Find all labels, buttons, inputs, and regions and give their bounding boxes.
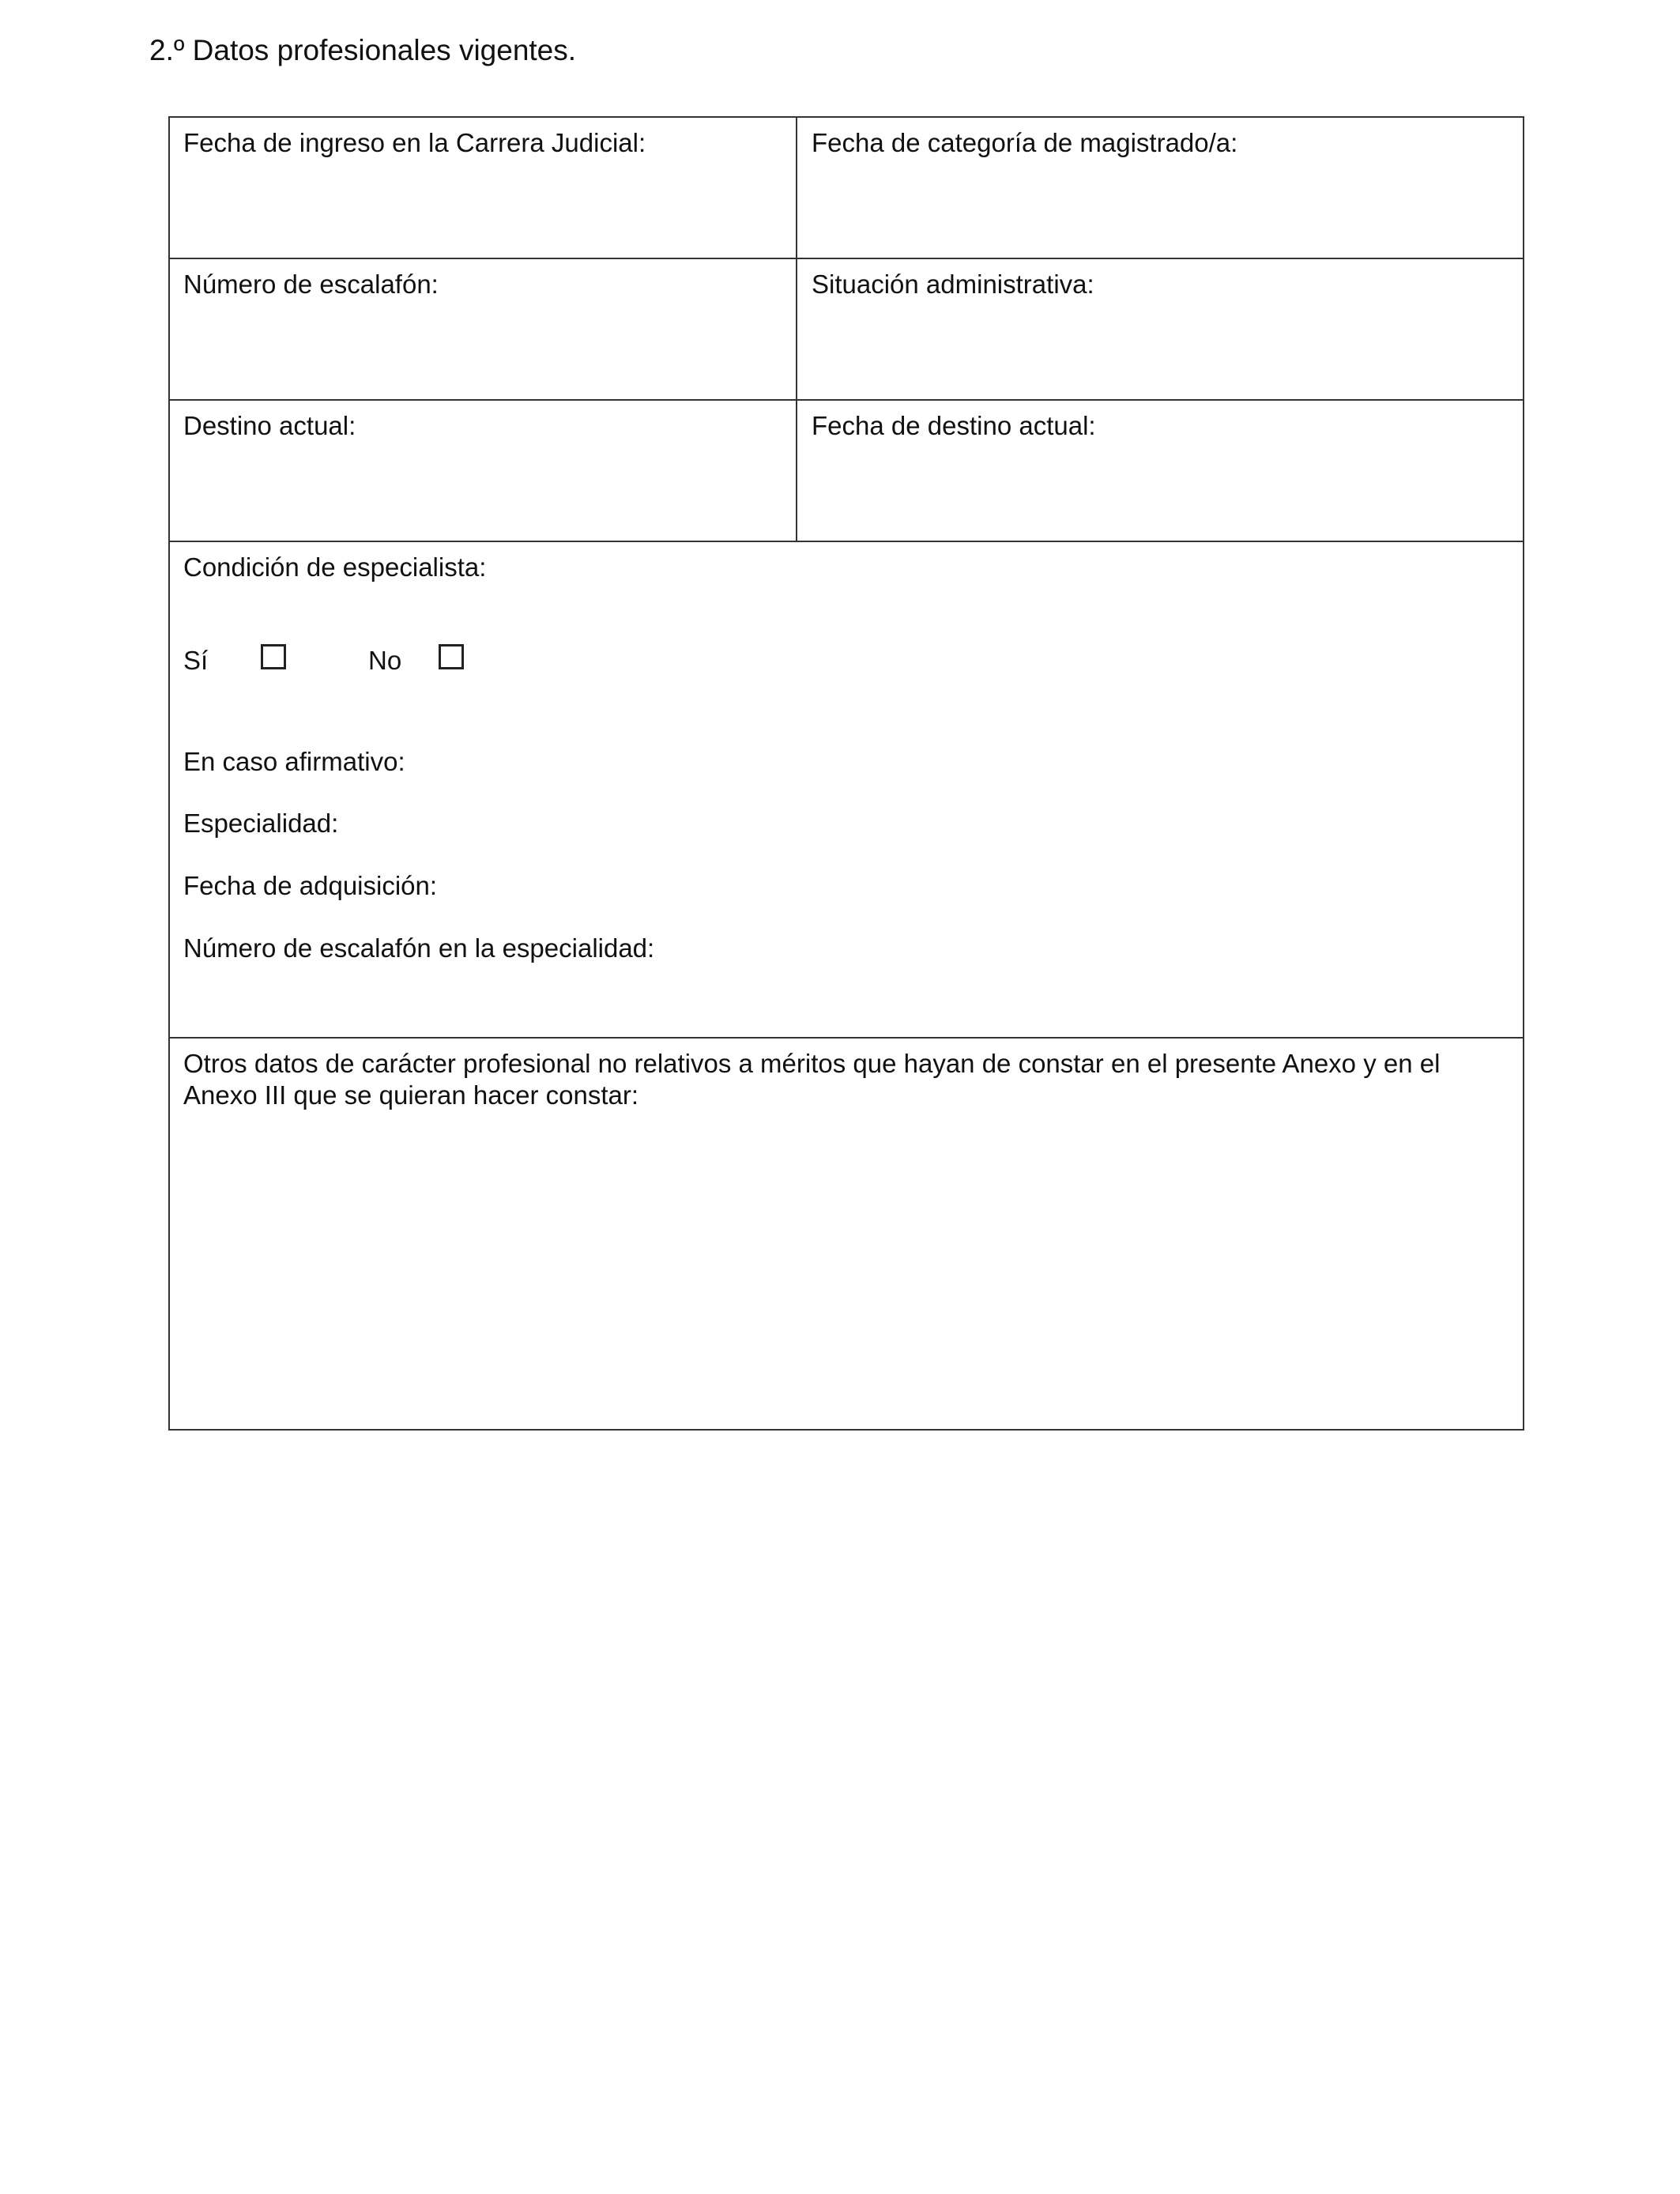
table-row-especialista (170, 542, 1523, 1039)
section-title: 2.º Datos profesionales vigentes. (149, 34, 577, 66)
condicion-especialista-label: Condición de especialista: (183, 552, 487, 582)
numero-escalafon-cell[interactable] (170, 259, 797, 399)
situacion-administrativa-cell[interactable] (797, 259, 1523, 399)
fecha-destino-label: Fecha de destino actual: (812, 411, 1096, 440)
fecha-categoria-cell[interactable] (797, 118, 1523, 258)
table-row-destino (170, 401, 1523, 542)
especialista-cell (170, 542, 1523, 1037)
table-row-otros (170, 1039, 1523, 1429)
destino-actual-label: Destino actual: (183, 411, 356, 440)
table-row-ingreso (170, 118, 1523, 259)
fecha-adquisicion-label: Fecha de adquisición: (183, 871, 438, 900)
si-checkbox[interactable] (261, 644, 286, 669)
otros-datos-label: Otros datos de carácter profesional no relativos a méritos que hayan de constar en el presente Anexo y en el Anexo III que se quieran hacer constar: (183, 1049, 1441, 1110)
otros-datos-cell[interactable] (170, 1039, 1523, 1429)
table-row-escalafon (170, 259, 1523, 401)
en-caso-afirmativo-label: En caso afirmativo: (183, 747, 405, 776)
fecha-ingreso-cell[interactable] (170, 118, 797, 258)
option-si-label: Sí (183, 646, 209, 675)
numero-escalafon-especialidad-label: Número de escalafón en la especialidad: (183, 933, 655, 963)
especialidad-label: Especialidad: (183, 809, 339, 838)
fecha-destino-cell[interactable] (797, 401, 1523, 541)
situacion-administrativa-label: Situación administrativa: (812, 270, 1094, 299)
fecha-ingreso-label: Fecha de ingreso en la Carrera Judicial: (183, 128, 646, 157)
destino-actual-cell[interactable] (170, 401, 797, 541)
professional-data-table (168, 116, 1524, 1431)
option-no-label: No (368, 646, 402, 675)
no-checkbox[interactable] (439, 644, 464, 669)
fecha-categoria-label: Fecha de categoría de magistrado/a: (812, 128, 1238, 157)
numero-escalafon-label: Número de escalafón: (183, 270, 439, 299)
